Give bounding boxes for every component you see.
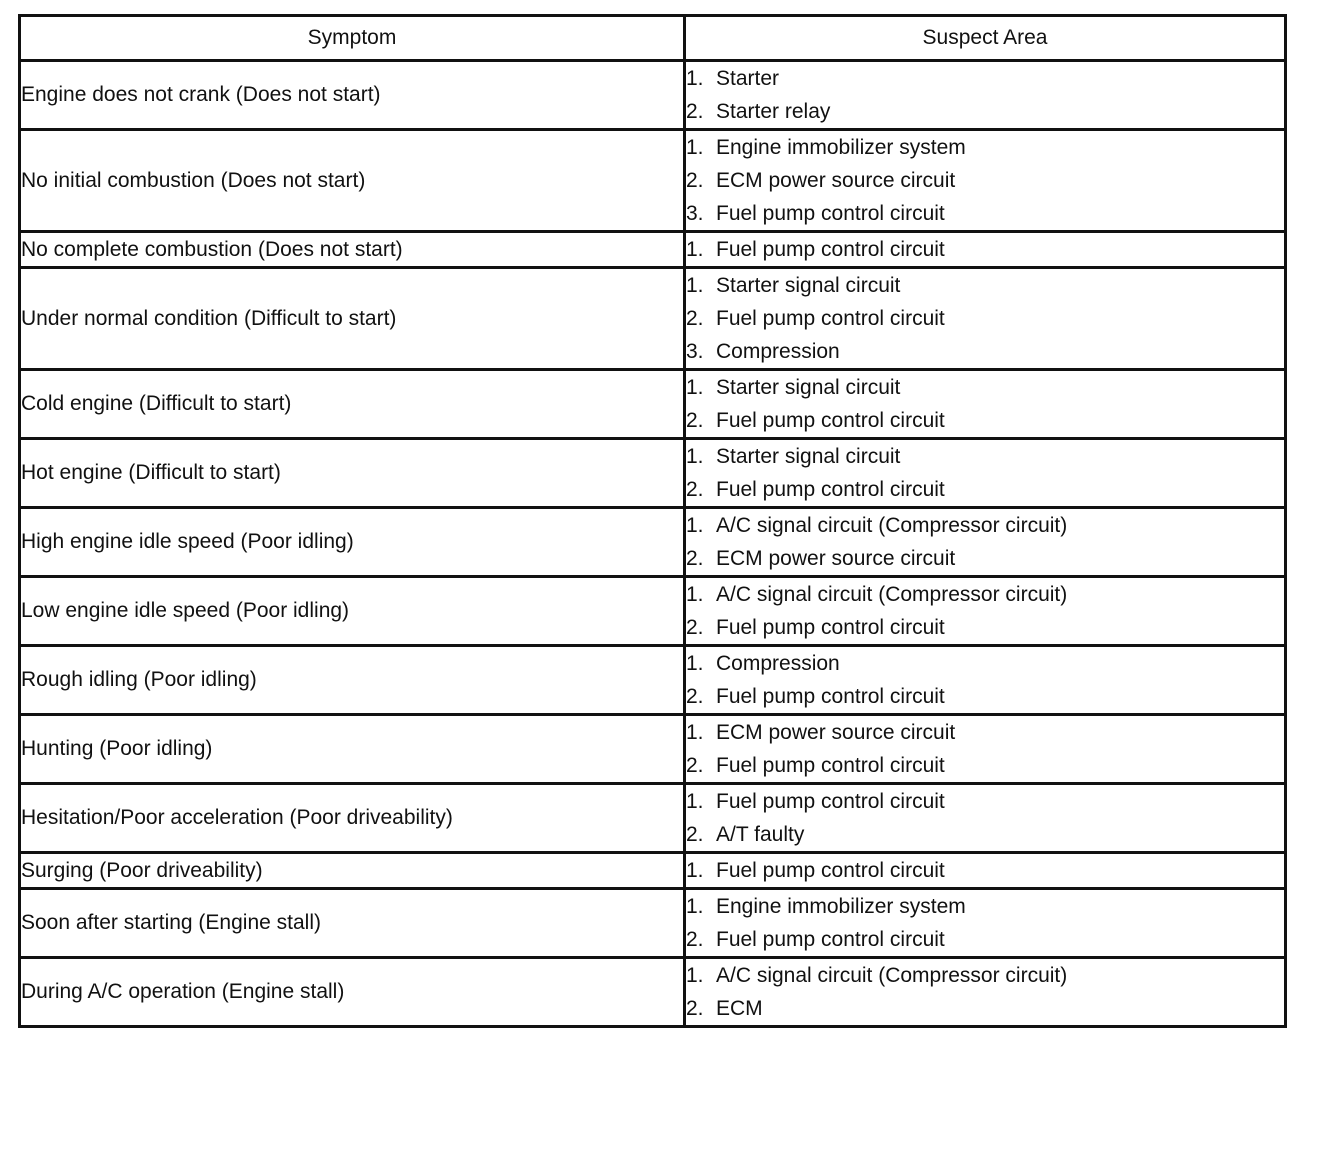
suspect-area-text: Fuel pump control circuit	[716, 202, 945, 225]
suspect-area-cell	[685, 853, 1286, 889]
table-row	[20, 715, 1286, 784]
suspect-area-item	[686, 749, 1284, 782]
list-number: 1.	[686, 859, 704, 882]
suspect-area-text: Fuel pump control circuit	[716, 478, 945, 501]
suspect-area-item	[686, 233, 1284, 266]
table-row	[20, 130, 1286, 232]
suspect-area-cell	[685, 508, 1286, 577]
list-number: 1.	[686, 652, 704, 675]
suspect-area-cell	[685, 439, 1286, 508]
suspect-area-cell	[685, 958, 1286, 1027]
suspect-area-text: ECM power source circuit	[716, 169, 956, 192]
list-number: 2.	[686, 754, 704, 777]
suspect-area-item	[686, 371, 1284, 404]
suspect-area-item	[686, 335, 1284, 368]
suspect-area-item	[686, 473, 1284, 506]
suspect-area-item	[686, 542, 1284, 575]
suspect-area-item	[686, 509, 1284, 542]
list-number: 1.	[686, 67, 704, 90]
suspect-area-text: A/C signal circuit (Compressor circuit)	[716, 964, 1068, 987]
suspect-area-item	[686, 647, 1284, 680]
table-row	[20, 853, 1286, 889]
list-number: 1.	[686, 514, 704, 537]
table-row	[20, 646, 1286, 715]
list-number: 2.	[686, 100, 704, 123]
suspect-area-text: Starter relay	[716, 100, 831, 123]
suspect-area-item	[686, 269, 1284, 302]
suspect-area-text: Starter signal circuit	[716, 274, 901, 297]
list-number: 2.	[686, 997, 704, 1020]
suspect-area-text: Fuel pump control circuit	[716, 238, 945, 261]
suspect-area-text: A/C signal circuit (Compressor circuit)	[716, 514, 1068, 537]
symptom-cell: Soon after starting (Engine stall)	[20, 889, 685, 958]
list-number: 1.	[686, 790, 704, 813]
suspect-area-cell	[685, 577, 1286, 646]
suspect-area-text: Fuel pump control circuit	[716, 928, 945, 951]
symptom-cell: Hunting (Poor idling)	[20, 715, 685, 784]
symptom-cell: Hot engine (Difficult to start)	[20, 439, 685, 508]
symptom-cell: Under normal condition (Difficult to start)	[20, 268, 685, 370]
list-number: 1.	[686, 721, 704, 744]
list-number: 2.	[686, 307, 704, 330]
suspect-area-item	[686, 992, 1284, 1025]
symptom-cell: Rough idling (Poor idling)	[20, 646, 685, 715]
suspect-area-text: Engine immobilizer system	[716, 136, 966, 159]
list-number: 2.	[686, 478, 704, 501]
suspect-area-item	[686, 818, 1284, 851]
list-number: 3.	[686, 202, 704, 225]
suspect-area-text: Fuel pump control circuit	[716, 685, 945, 708]
symptom-table	[18, 14, 1287, 1028]
suspect-area-text: Fuel pump control circuit	[716, 790, 945, 813]
suspect-area-item	[686, 131, 1284, 164]
suspect-area-item	[686, 785, 1284, 818]
table-row	[20, 61, 1286, 130]
suspect-area-item	[686, 959, 1284, 992]
suspect-area-item	[686, 95, 1284, 128]
symptom-cell: No complete combustion (Does not start)	[20, 232, 685, 268]
suspect-area-cell	[685, 61, 1286, 130]
list-number: 2.	[686, 409, 704, 432]
suspect-area-item	[686, 890, 1284, 923]
suspect-area-text: Starter signal circuit	[716, 376, 901, 399]
suspect-area-cell	[685, 232, 1286, 268]
suspect-area-text: Fuel pump control circuit	[716, 409, 945, 432]
list-number: 2.	[686, 169, 704, 192]
header-suspect-area: Suspect Area	[685, 16, 1286, 61]
list-number: 2.	[686, 547, 704, 570]
table-row	[20, 784, 1286, 853]
table-row	[20, 577, 1286, 646]
table-row	[20, 889, 1286, 958]
table-row	[20, 958, 1286, 1027]
suspect-area-item	[686, 62, 1284, 95]
list-number: 2.	[686, 685, 704, 708]
table-header-row	[20, 16, 1286, 61]
list-number: 1.	[686, 445, 704, 468]
suspect-area-text: ECM power source circuit	[716, 721, 956, 744]
table-row	[20, 232, 1286, 268]
symptom-cell: During A/C operation (Engine stall)	[20, 958, 685, 1027]
suspect-area-text: Starter signal circuit	[716, 445, 901, 468]
suspect-area-item	[686, 611, 1284, 644]
header-symptom: Symptom	[20, 16, 685, 61]
suspect-area-cell	[685, 784, 1286, 853]
list-number: 1.	[686, 238, 704, 261]
table-row	[20, 370, 1286, 439]
suspect-area-text: Fuel pump control circuit	[716, 859, 945, 882]
suspect-area-item	[686, 854, 1284, 887]
suspect-area-text: Fuel pump control circuit	[716, 754, 945, 777]
suspect-area-cell	[685, 370, 1286, 439]
symptom-cell: Low engine idle speed (Poor idling)	[20, 577, 685, 646]
table-row	[20, 268, 1286, 370]
suspect-area-text: Compression	[716, 652, 840, 675]
document-page	[18, 14, 1287, 1028]
suspect-area-item	[686, 164, 1284, 197]
suspect-area-text: ECM power source circuit	[716, 547, 956, 570]
table-body	[20, 61, 1286, 1027]
suspect-area-cell	[685, 646, 1286, 715]
suspect-area-cell	[685, 889, 1286, 958]
list-number: 2.	[686, 616, 704, 639]
suspect-area-item	[686, 302, 1284, 335]
suspect-area-text: Compression	[716, 340, 840, 363]
suspect-area-text: Engine immobilizer system	[716, 895, 966, 918]
suspect-area-cell	[685, 268, 1286, 370]
suspect-area-text: Fuel pump control circuit	[716, 307, 945, 330]
suspect-area-cell	[685, 130, 1286, 232]
symptom-cell: Engine does not crank (Does not start)	[20, 61, 685, 130]
suspect-area-text: Starter	[716, 67, 780, 90]
suspect-area-item	[686, 923, 1284, 956]
list-number: 1.	[686, 895, 704, 918]
suspect-area-item	[686, 578, 1284, 611]
list-number: 1.	[686, 583, 704, 606]
suspect-area-item	[686, 680, 1284, 713]
list-number: 1.	[686, 964, 704, 987]
suspect-area-text: A/C signal circuit (Compressor circuit)	[716, 583, 1068, 606]
suspect-area-item	[686, 716, 1284, 749]
table-row	[20, 508, 1286, 577]
list-number: 1.	[686, 376, 704, 399]
suspect-area-text: ECM	[716, 997, 763, 1020]
list-number: 1.	[686, 274, 704, 297]
symptom-cell: High engine idle speed (Poor idling)	[20, 508, 685, 577]
symptom-cell: Hesitation/Poor acceleration (Poor driveability)	[20, 784, 685, 853]
list-number: 2.	[686, 928, 704, 951]
suspect-area-item	[686, 197, 1284, 230]
suspect-area-cell	[685, 715, 1286, 784]
table-row	[20, 439, 1286, 508]
list-number: 2.	[686, 823, 704, 846]
suspect-area-text: Fuel pump control circuit	[716, 616, 945, 639]
suspect-area-text: A/T faulty	[716, 823, 805, 846]
suspect-area-item	[686, 440, 1284, 473]
symptom-cell: Cold engine (Difficult to start)	[20, 370, 685, 439]
list-number: 3.	[686, 340, 704, 363]
suspect-area-item	[686, 404, 1284, 437]
symptom-cell: No initial combustion (Does not start)	[20, 130, 685, 232]
symptom-cell: Surging (Poor driveability)	[20, 853, 685, 889]
list-number: 1.	[686, 136, 704, 159]
